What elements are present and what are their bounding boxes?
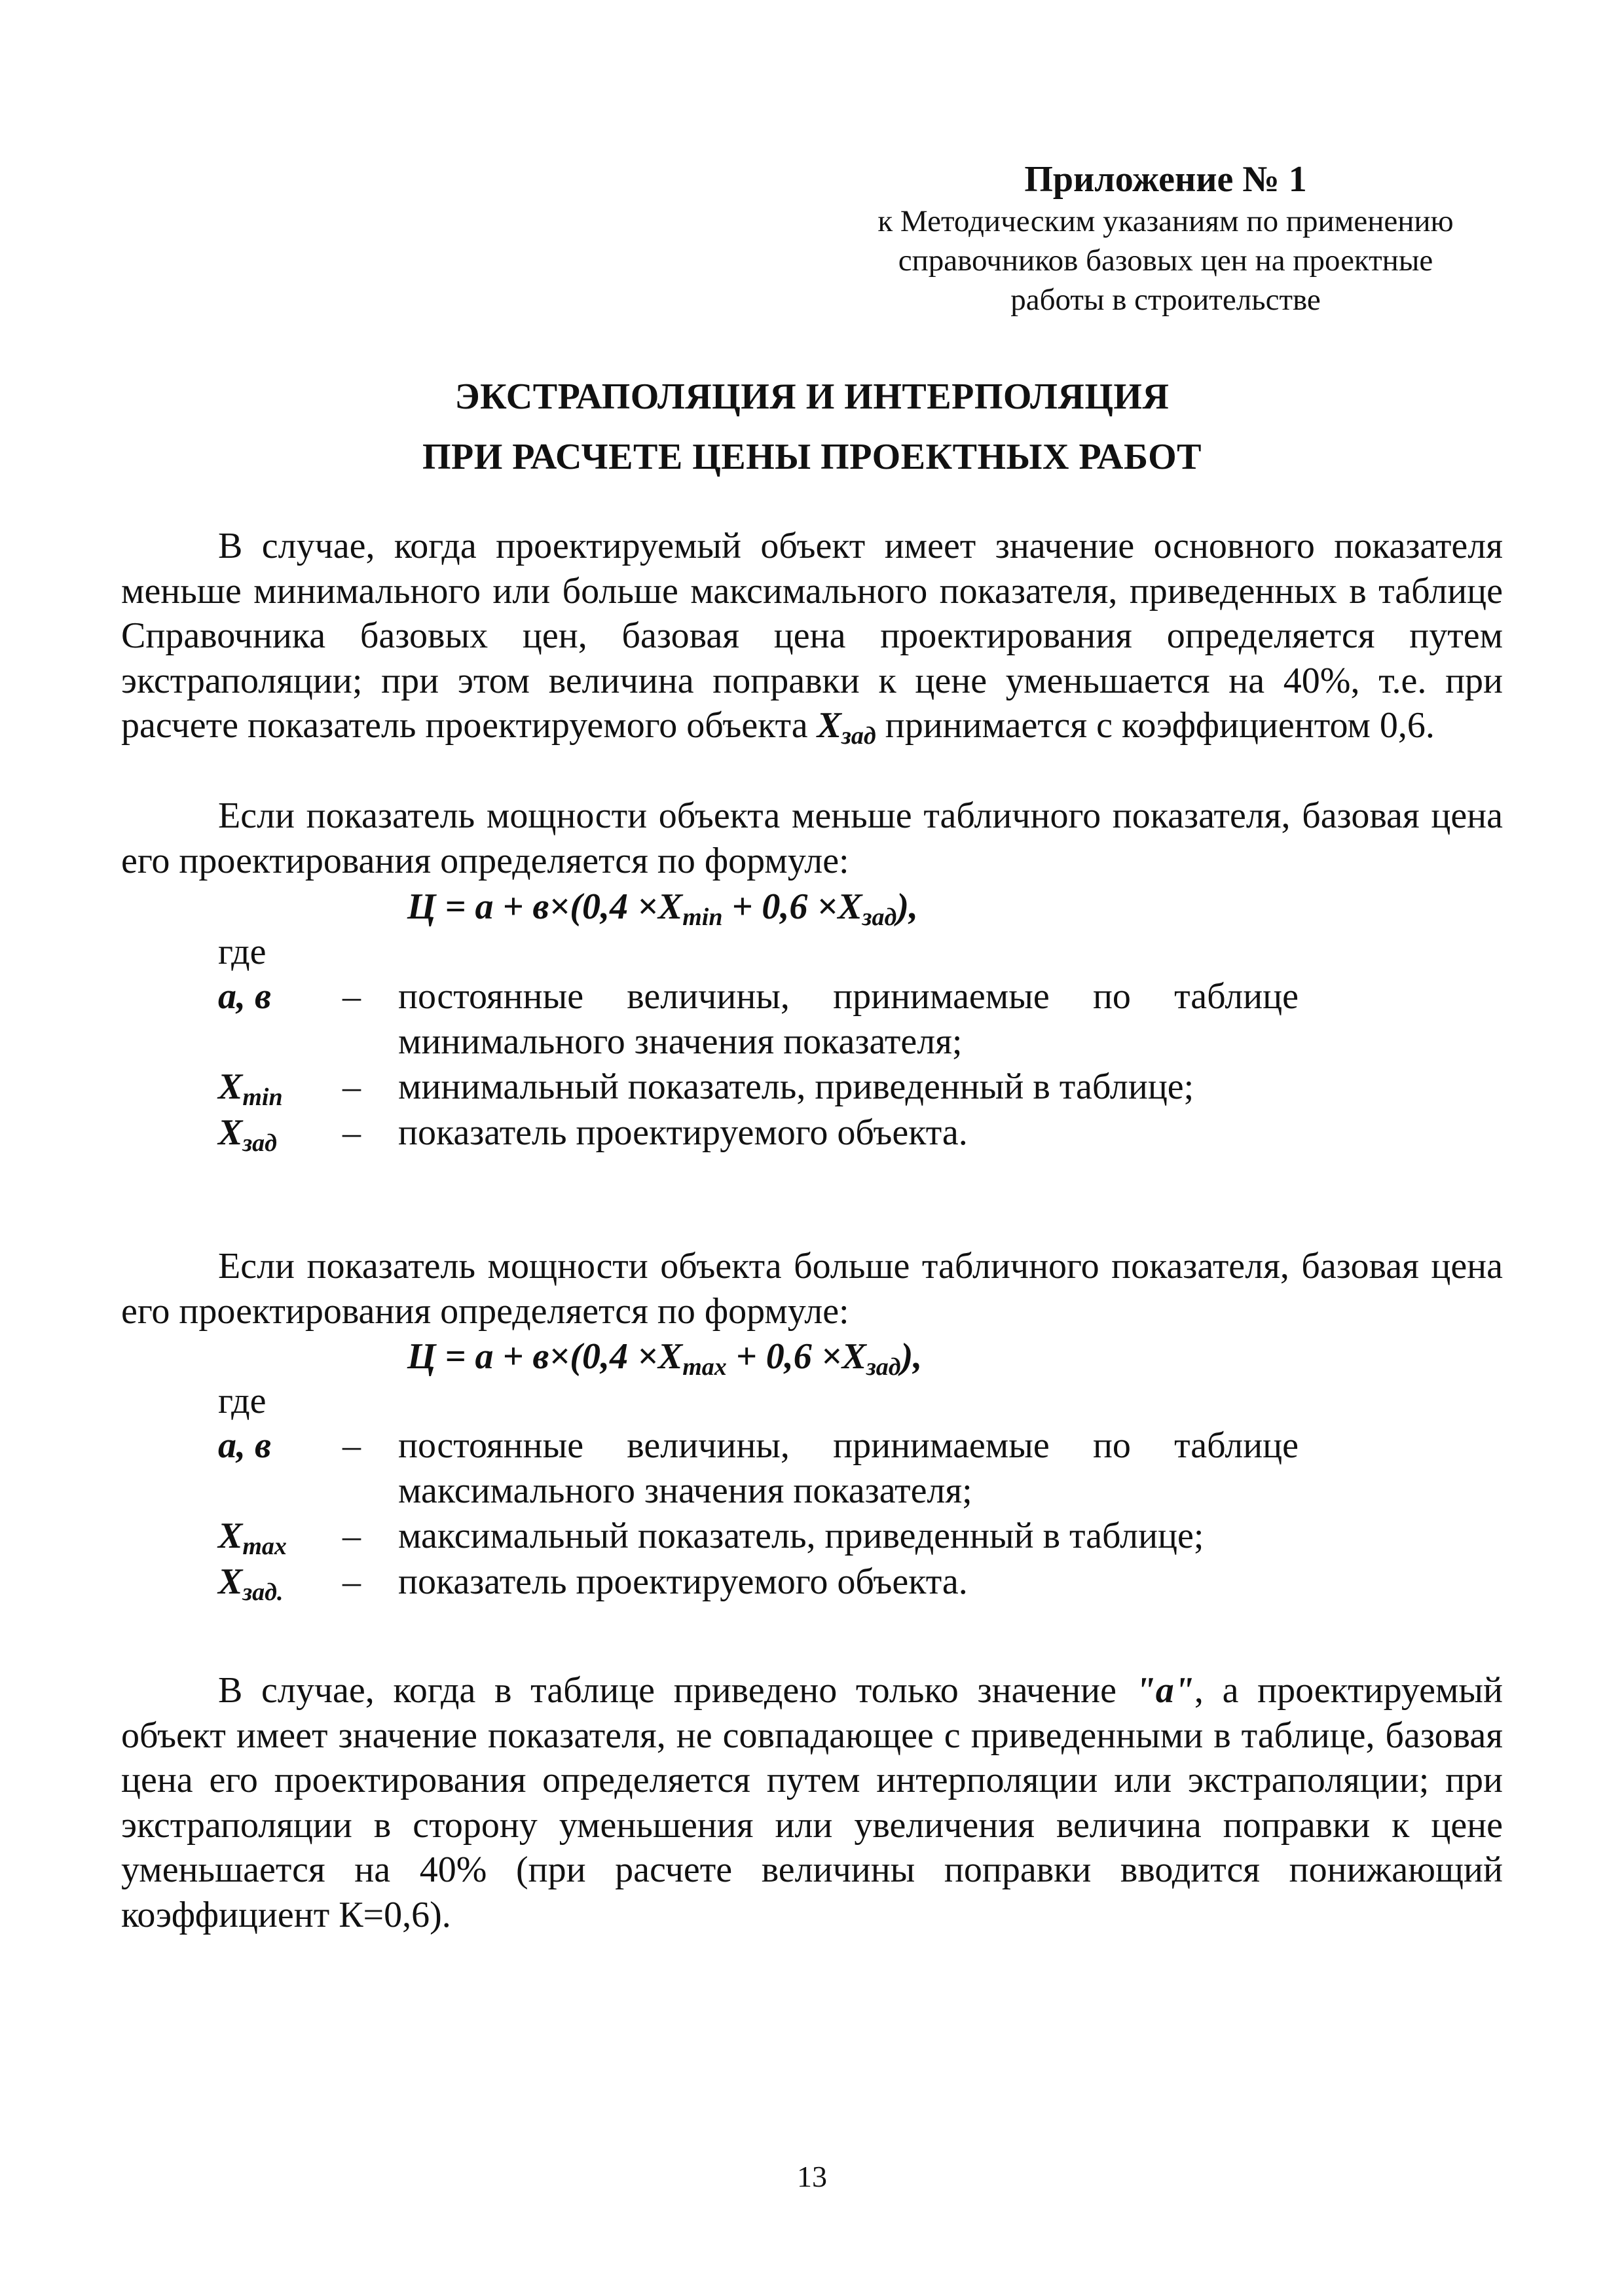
definition-x-max — [218, 1514, 1299, 1559]
formula-min: $Ц = a + в\times(0,4 \times X_{min} + 0,6 \times X_{зад})$, — [407, 886, 918, 931]
definition-x-zad — [218, 1110, 1299, 1156]
definition-text: показатель проектируемого объекта. — [398, 1112, 968, 1153]
definition-dash: – — [342, 1561, 361, 1602]
definition-dash: – — [342, 1066, 361, 1107]
definition-symbol: $X_{зад}$ — [218, 1112, 278, 1157]
definition-x-zad — [218, 1559, 1299, 1605]
symbol-x-zad: $X_{зад}$ — [817, 705, 876, 750]
paragraph-extrapolation — [121, 524, 1503, 748]
title-line: ПРИ РАСЧЕТЕ ЦЕНЫ ПРОЕКТНЫХ РАБОТ — [422, 437, 1202, 477]
paragraph-text-tail: , а проектируемый объект имеет значение показателя, не совпадающее с приведенными в таблице, базовая цена его проектирования определяется путем интерполяции или экстраполяции; при экстраполяции в сторону уменьшения или увеличения величина поправки к цене уменьшается на 40% (при расчете величины поправки вводится понижающий коэффициент К=0,6). — [121, 1670, 1503, 1935]
appendix-line: к Методическим указаниям по применению — [877, 204, 1454, 238]
definition-symbol: $X_{max}$ — [218, 1516, 287, 1560]
definition-text: минимальный показатель, приведенный в таблице; — [398, 1066, 1194, 1107]
definition-symbol: $X_{min}$ — [218, 1066, 283, 1111]
definition-dash: – — [342, 976, 361, 1017]
appendix-title: Приложение № 1 — [1024, 159, 1307, 200]
definition-symbol: $X_{зад.}$ — [218, 1561, 284, 1606]
quoted-a: "a" — [1135, 1670, 1194, 1711]
definition-a-b — [218, 1423, 1299, 1513]
paragraph-text: Если показатель мощности объекта меньше табличного показателя, базовая цена его проектирования определяется по формуле: — [121, 795, 1503, 881]
paragraph-text: В случае, когда проектируемый объект имеет значение основного показателя меньше минимального или больше максимального показателя, приведенных в таблице Справочника базовых цен, базовая цена проектирования определяется путем экстраполяции; при этом величина поправки к цене уменьшается на 40%, т.е. при расчете показатель проектируемого объекта — [121, 526, 1503, 746]
title-line: ЭКСТРАПОЛЯЦИЯ И ИНТЕРПОЛЯЦИЯ — [454, 376, 1170, 417]
paragraph-interpolation — [121, 1668, 1503, 1937]
definition-dash: – — [342, 1516, 361, 1556]
definition-text: постоянные величины, принимаемые по таблице максимального значения показателя; — [398, 1425, 1299, 1511]
definition-symbol: a, в — [218, 976, 272, 1017]
definition-dash: – — [342, 1425, 361, 1466]
paragraph-text: Если показатель мощности объекта больше табличного показателя, базовая цена его проектирования определяется по формуле: — [121, 1246, 1503, 1332]
formula-max: $Ц = a + в\times(0,4 \times X_{max} + 0,6 \times X_{зад})$, — [407, 1336, 923, 1381]
definition-a-b — [218, 974, 1299, 1064]
definition-text: постоянные величины, принимаемые по таблице минимального значения показателя; — [398, 976, 1299, 1062]
paragraph-text: В случае, когда в таблице приведено только значение — [218, 1670, 1135, 1711]
where-label: где — [218, 1381, 267, 1421]
where-label: где — [218, 932, 267, 972]
paragraph-text-tail: принимается с коэффициентом 0,6. — [885, 705, 1435, 746]
document-title — [121, 367, 1503, 487]
appendix-header — [858, 157, 1473, 319]
definition-text: максимальный показатель, приведенный в таблице; — [398, 1516, 1204, 1556]
paragraph-max-case — [121, 1244, 1503, 1334]
definition-symbol: a, в — [218, 1425, 272, 1466]
paragraph-min-case — [121, 793, 1503, 883]
appendix-line: справочников базовых цен на проектные — [898, 244, 1433, 278]
appendix-line: работы в строительстве — [1010, 283, 1321, 317]
definition-x-min — [218, 1065, 1299, 1110]
definition-text: показатель проектируемого объекта. — [398, 1561, 968, 1602]
page-number: 13 — [797, 2160, 827, 2193]
definition-dash: – — [342, 1112, 361, 1153]
